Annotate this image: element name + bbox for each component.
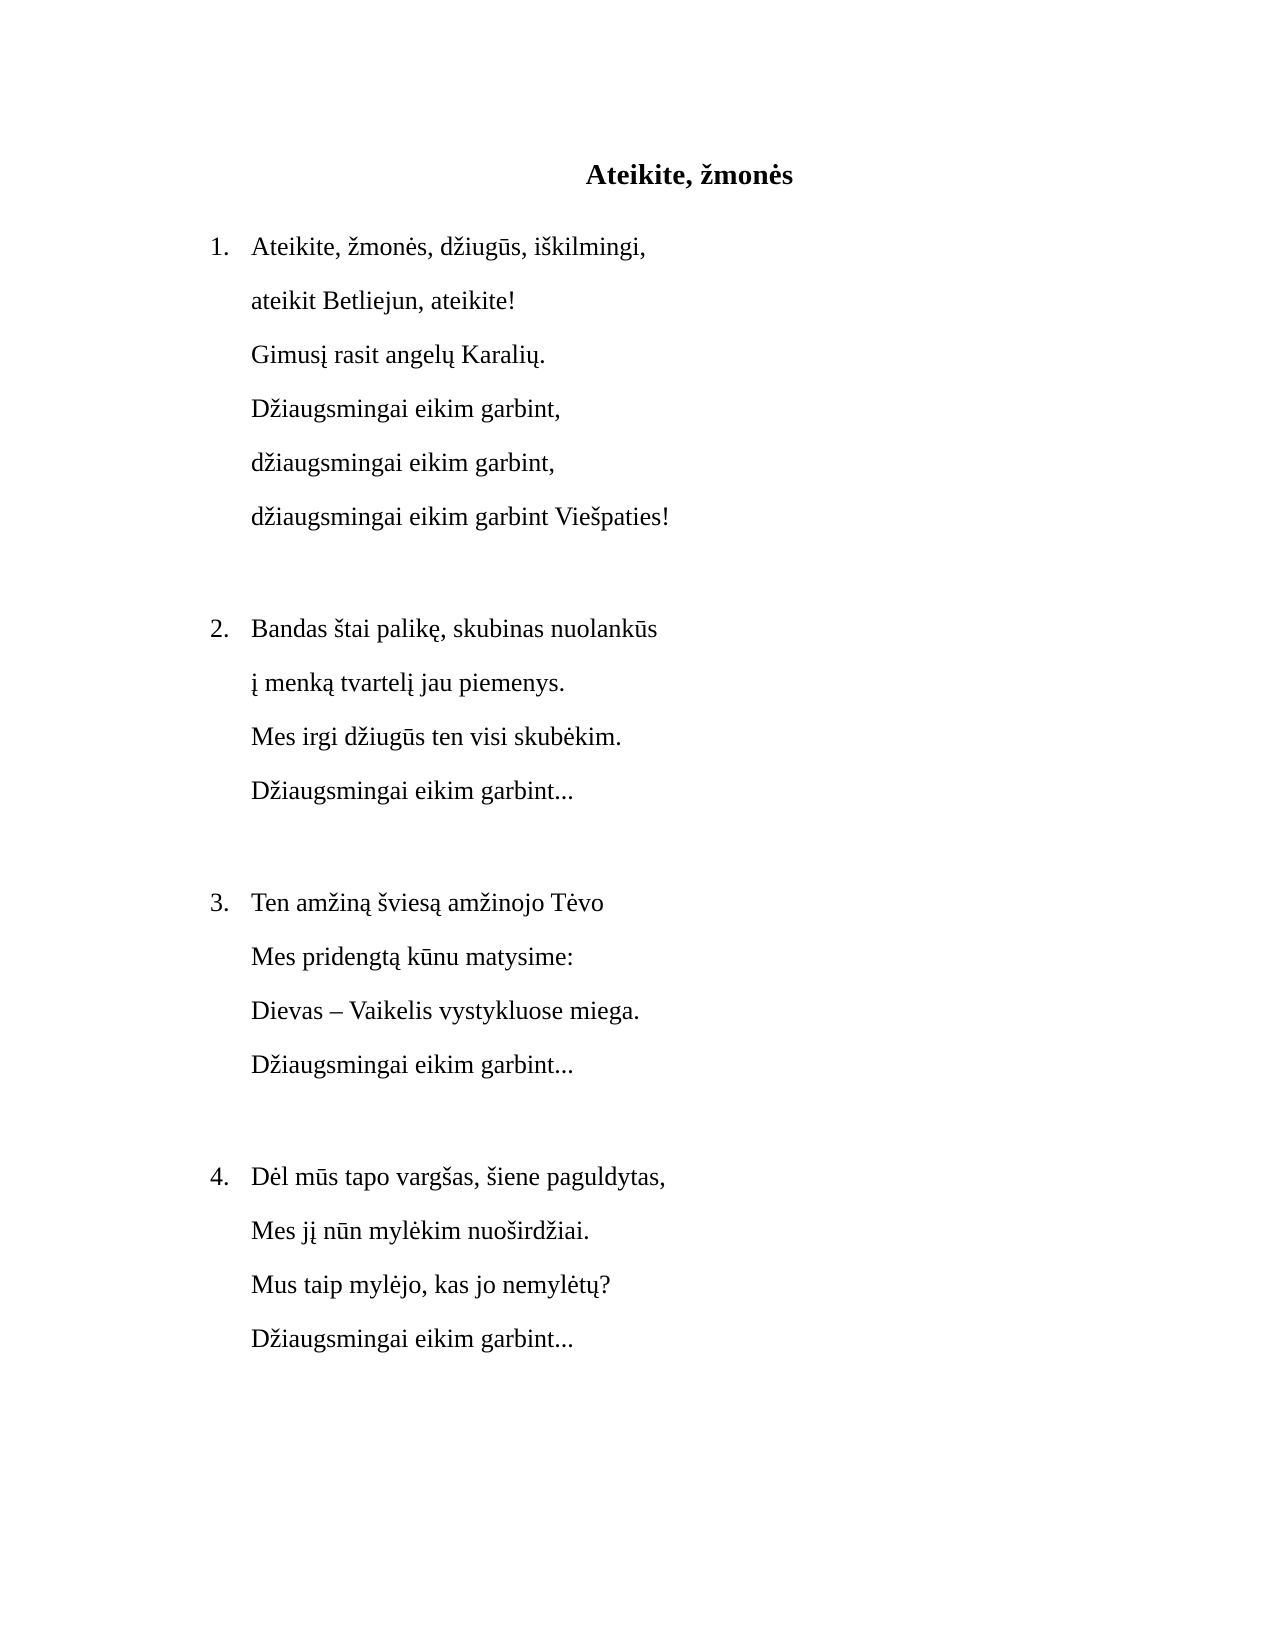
verse-line: Gimusį rasit angelų Karalių.	[251, 340, 546, 369]
verse-line: Džiaugsmingai eikim garbint...	[251, 1324, 574, 1353]
verse-list	[210, 220, 1215, 1424]
verse-line: Dievas – Vaikelis vystykluose miega.	[251, 996, 640, 1025]
verse-number: 4.	[210, 1162, 230, 1191]
verse	[210, 1150, 1215, 1366]
verse-line: Bandas štai palikę, skubinas nuolankūs	[251, 614, 658, 643]
verse-lines	[251, 876, 1215, 1092]
verse-line: džiaugsmingai eikim garbint,	[251, 448, 555, 477]
verse	[210, 876, 1215, 1092]
verse-line: Mes pridengtą kūnu matysime:	[251, 942, 574, 971]
verse-lines	[251, 1150, 1215, 1366]
verse-line: džiaugsmingai eikim garbint Viešpaties!	[251, 502, 670, 531]
verse-line: Dėl mūs tapo vargšas, šiene paguldytas,	[251, 1162, 666, 1191]
verse-lines	[251, 220, 1215, 544]
song-title: Ateikite, žmonės	[585, 159, 794, 191]
verse-number: 1.	[210, 232, 230, 261]
verse	[210, 220, 1215, 544]
verse-number: 3.	[210, 888, 230, 917]
verse-line: ateikit Betliejun, ateikite!	[251, 286, 516, 315]
verse-line: Ateikite, žmonės, džiugūs, iškilmingi,	[251, 232, 647, 261]
verse-line: Ten amžiną šviesą amžinojo Tėvo	[251, 888, 604, 917]
verse-line: Džiaugsmingai eikim garbint,	[251, 394, 561, 423]
verse-lines	[251, 602, 1215, 818]
verse-line: Džiaugsmingai eikim garbint...	[251, 1050, 574, 1079]
verse-line: Mus taip mylėjo, kas jo nemylėtų?	[251, 1270, 611, 1299]
verse	[210, 602, 1215, 818]
verse-line: Mes jį nūn mylėkim nuoširdžiai.	[251, 1216, 590, 1245]
verse-line: Džiaugsmingai eikim garbint...	[251, 776, 574, 805]
verse-line: Mes irgi džiugūs ten visi skubėkim.	[251, 722, 622, 751]
verse-number: 2.	[210, 614, 230, 643]
verse-line: į menką tvartelį jau piemenys.	[251, 668, 566, 697]
